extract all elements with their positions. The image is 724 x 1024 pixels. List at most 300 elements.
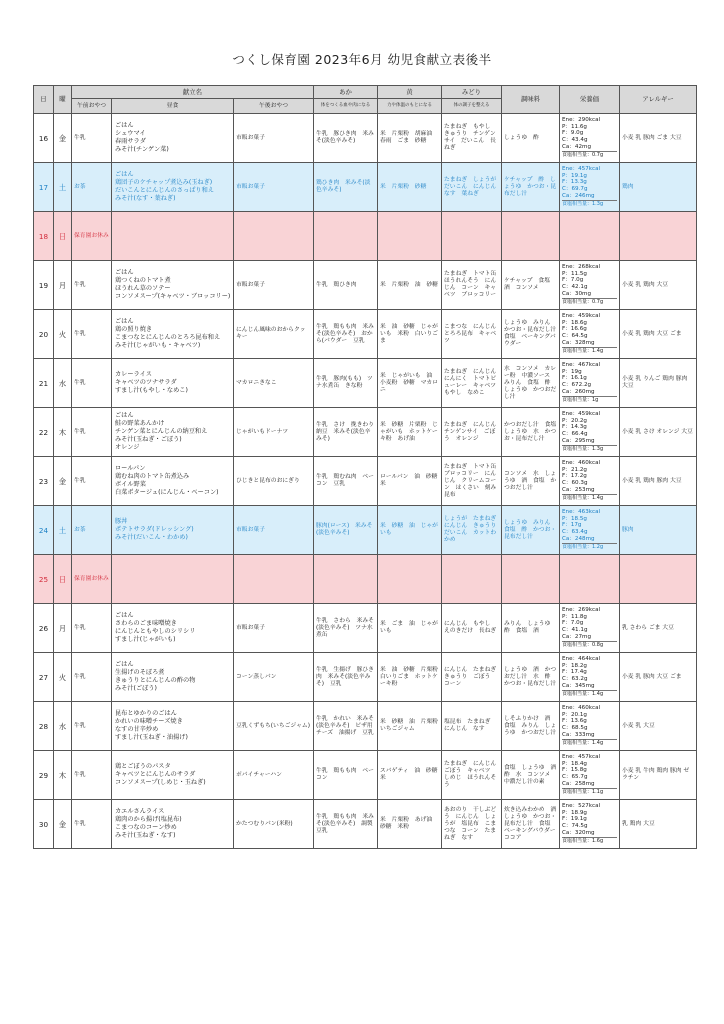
cell-seasoning bbox=[502, 212, 560, 261]
cell-red-foods: 豚肉(ロース) 米みそ(淡色辛みそ) bbox=[314, 506, 378, 555]
nutrition-value: Ca：248mg bbox=[562, 535, 595, 542]
cell-weekday: 火 bbox=[54, 310, 72, 359]
cell-pm-snack: 豆乳くずもち(いちごジャム) bbox=[234, 702, 314, 751]
cell-day: 17 bbox=[34, 163, 54, 212]
nutrition-value: Ene：467kcal bbox=[562, 362, 601, 369]
cell-nutrition bbox=[560, 114, 620, 163]
menu-row bbox=[34, 604, 697, 653]
cell-lunch bbox=[112, 506, 234, 555]
salt-equivalent: 食塩相当量：1.4g bbox=[562, 494, 617, 502]
cell-allergy: 小麦 乳 豚肉 大豆 ごま bbox=[620, 653, 697, 702]
nutrition-value: P：18.2g bbox=[562, 662, 587, 669]
cell-nutrition bbox=[560, 653, 620, 702]
header-seasoning: 調味料 bbox=[502, 86, 560, 114]
nutrition-value: C：672.2g bbox=[562, 382, 592, 388]
cell-nutrition bbox=[560, 163, 620, 212]
nutrition-value: F：16.6g bbox=[562, 326, 587, 333]
nutrition-value: Ca：258mg bbox=[562, 780, 595, 787]
nutrition-value: C：63.2g bbox=[562, 676, 588, 682]
cell-am-snack: 保育園お休み bbox=[72, 212, 112, 261]
nutrition-value: Ene：460kcal bbox=[562, 460, 601, 467]
cell-day: 18 bbox=[34, 212, 54, 261]
cell-green-foods: にんじん たまねぎ きゅうり ごぼう コーン bbox=[442, 653, 502, 702]
cell-lunch bbox=[112, 408, 234, 457]
nutrition-value: P：19g bbox=[562, 368, 582, 375]
nutrition-value: Ene：460kcal bbox=[562, 705, 601, 712]
cell-green-foods: たまねぎ にんじん にんにく トマトピューレー キャベツ もやし なめこ bbox=[442, 359, 502, 408]
menu-table bbox=[33, 85, 697, 849]
cell-am-snack: 牛乳 bbox=[72, 261, 112, 310]
cell-day: 27 bbox=[34, 653, 54, 702]
cell-weekday: 月 bbox=[54, 261, 72, 310]
cell-nutrition bbox=[560, 555, 620, 604]
cell-day: 26 bbox=[34, 604, 54, 653]
nutrition-value: P：11.5g bbox=[562, 270, 587, 277]
lunch-dish: チンゲン菜とにんじんの納豆和え bbox=[115, 428, 208, 435]
nutrition-value: F：14.3g bbox=[562, 424, 587, 431]
cell-allergy: 乳 鶏肉 大豆 bbox=[620, 800, 697, 849]
header-yellow-sub: 力や体温のもとになる bbox=[378, 99, 442, 114]
cell-lunch bbox=[112, 114, 234, 163]
cell-weekday: 月 bbox=[54, 604, 72, 653]
cell-pm-snack: 市販お菓子 bbox=[234, 506, 314, 555]
cell-weekday: 木 bbox=[54, 408, 72, 457]
cell-am-snack: お茶 bbox=[72, 506, 112, 555]
lunch-dish: かれいの味噌チーズ焼き bbox=[115, 718, 183, 725]
cell-pm-snack: ひじきと昆布のおにぎり bbox=[234, 457, 314, 506]
cell-yellow-foods: 米 油 砂糖 じゃがいも 米粉 白いりごま bbox=[378, 310, 442, 359]
lunch-dish: さわらのごま味噌焼き bbox=[115, 620, 177, 627]
lunch-dish: なすの甘辛炒め bbox=[115, 726, 159, 733]
cell-lunch bbox=[112, 359, 234, 408]
salt-equivalent: 食塩相当量：0.7g bbox=[562, 298, 617, 306]
cell-seasoning: しそふりかけ 酒 食塩 みりん しょうゆ かつおだし汁 bbox=[502, 702, 560, 751]
cell-lunch bbox=[112, 604, 234, 653]
cell-green-foods: たまねぎ トマト缶 ブロッコリー にんじん クリームコーン はくさい 刻み昆布 bbox=[442, 457, 502, 506]
nutrition-value: P：18.5g bbox=[562, 515, 587, 522]
cell-am-snack: 保育園お休み bbox=[72, 555, 112, 604]
cell-am-snack: 牛乳 bbox=[72, 751, 112, 800]
cell-red-foods: 牛乳 鶏もも肉 ベーコン bbox=[314, 751, 378, 800]
cell-lunch bbox=[112, 800, 234, 849]
menu-row bbox=[34, 163, 697, 212]
lunch-dish: すまし汁(玉ねぎ・油揚げ) bbox=[115, 734, 188, 741]
nutrition-value: F：17.4g bbox=[562, 669, 587, 676]
nutrition-value: F：16.1g bbox=[562, 375, 587, 382]
cell-pm-snack: 市販お菓子 bbox=[234, 114, 314, 163]
nutrition-value: F：17.2g bbox=[562, 473, 587, 480]
cell-lunch bbox=[112, 212, 234, 261]
cell-green-foods: たまねぎ トマト缶 ほうれんそう にんじん コーン キャベツ ブロッコリー bbox=[442, 261, 502, 310]
lunch-dish: ほうれん草のソテー bbox=[115, 285, 171, 292]
cell-green-foods: たまねぎ しょうが だいこん にんじん なす 葉ねぎ bbox=[442, 163, 502, 212]
lunch-dish: ポテトサラダ(ドレッシング) bbox=[115, 526, 194, 533]
nutrition-value: C：42.1g bbox=[562, 284, 588, 290]
nutrition-value: P：20.1g bbox=[562, 711, 587, 718]
cell-yellow-foods: 米 ごま 油 じゃがいも bbox=[378, 604, 442, 653]
cell-day: 29 bbox=[34, 751, 54, 800]
cell-am-snack: 牛乳 bbox=[72, 114, 112, 163]
lunch-dish: オレンジ bbox=[115, 444, 140, 451]
menu-row bbox=[34, 457, 697, 506]
menu-row bbox=[34, 408, 697, 457]
cell-lunch bbox=[112, 653, 234, 702]
cell-nutrition bbox=[560, 604, 620, 653]
nutrition-value: Ca：30mg bbox=[562, 290, 592, 297]
cell-seasoning: コンソメ 水 しょうゆ 酒 食塩 かつおだし汁 bbox=[502, 457, 560, 506]
cell-allergy: 小麦 乳 鶏肉 大豆 ごま bbox=[620, 310, 697, 359]
cell-green-foods: こまつな にんじん とろろ昆布 キャベツ bbox=[442, 310, 502, 359]
nutrition-value: Ene：269kcal bbox=[562, 607, 601, 614]
cell-red-foods: 牛乳 さわら 米みそ(淡色辛みそ) ツナ水煮缶 bbox=[314, 604, 378, 653]
cell-lunch bbox=[112, 310, 234, 359]
lunch-dish: みそ汁(ごぼう) bbox=[115, 685, 157, 692]
lunch-dish: コンソメスープ(キャベツ・ブロッコリー) bbox=[115, 293, 231, 300]
lunch-dish: コンソメスープ(しめじ・玉ねぎ) bbox=[115, 779, 206, 786]
nutrition-value: F：7.0g bbox=[562, 620, 584, 627]
salt-equivalent: 食塩相当量：1.1g bbox=[562, 788, 617, 796]
cell-seasoning: みりん しょうゆ 酢 食塩 酒 bbox=[502, 604, 560, 653]
lunch-dish: みそ汁(なす・葉ねぎ) bbox=[115, 195, 176, 202]
lunch-dish: すまし汁(もやし・なめこ) bbox=[115, 387, 188, 394]
cell-day: 25 bbox=[34, 555, 54, 604]
lunch-dish: カエルさんライス bbox=[115, 808, 165, 815]
nutrition-value: C：74.5g bbox=[562, 823, 588, 829]
cell-allergy: 小麦 乳 大豆 bbox=[620, 702, 697, 751]
lunch-dish: ごはん bbox=[115, 661, 134, 668]
nutrition-value: F：15.8g bbox=[562, 767, 587, 774]
nutrition-value: Ca：320mg bbox=[562, 829, 595, 836]
lunch-dish: ごはん bbox=[115, 269, 134, 276]
salt-equivalent: 食塩相当量：1.4g bbox=[562, 690, 617, 698]
cell-pm-snack: マカロニきなこ bbox=[234, 359, 314, 408]
cell-nutrition bbox=[560, 800, 620, 849]
lunch-dish: 鶏の照り焼き bbox=[115, 326, 153, 333]
lunch-dish: 昆布とゆかりのごはん bbox=[115, 710, 177, 717]
lunch-dish: こまつなとにんじんのとろろ昆布和え bbox=[115, 334, 221, 341]
cell-allergy: 小麦 乳 鶏肉 豚肉 大豆 bbox=[620, 457, 697, 506]
cell-yellow-foods: 米 砂糖 片栗粉 じゃがいも ホットケーキ粉 あげ油 bbox=[378, 408, 442, 457]
nutrition-value: P：20.2g bbox=[562, 417, 587, 424]
cell-allergy: 小麦 乳 りんご 鶏肉 豚肉 大豆 bbox=[620, 359, 697, 408]
cell-red-foods bbox=[314, 212, 378, 261]
nutrition-value: F：9.0g bbox=[562, 130, 584, 137]
cell-weekday: 金 bbox=[54, 457, 72, 506]
menu-row bbox=[34, 261, 697, 310]
salt-equivalent: 食塩相当量：0.8g bbox=[562, 641, 617, 649]
lunch-dish: カレーライス bbox=[115, 371, 152, 378]
cell-nutrition bbox=[560, 212, 620, 261]
nutrition-value: Ene：459kcal bbox=[562, 313, 601, 320]
salt-equivalent: 食塩相当量：1.3g bbox=[562, 445, 617, 453]
cell-pm-snack: かたつむりパン(米粉) bbox=[234, 800, 314, 849]
nutrition-value: Ene：463kcal bbox=[562, 509, 601, 516]
cell-am-snack: 牛乳 bbox=[72, 604, 112, 653]
cell-green-foods: にんじん もやし えのきだけ 長ねぎ bbox=[442, 604, 502, 653]
lunch-dish: 鮭の野菜あんかけ bbox=[115, 420, 165, 427]
lunch-dish: ボイル野菜 bbox=[115, 481, 146, 488]
cell-green-foods bbox=[442, 555, 502, 604]
cell-seasoning: かつおだし汁 食塩 しょうゆ 水 かつお・昆布だし汁 bbox=[502, 408, 560, 457]
cell-green-foods: しょうが たまねぎ にんじん きゅうり だいこん カットわかめ bbox=[442, 506, 502, 555]
cell-pm-snack: ポパイチャーハン bbox=[234, 751, 314, 800]
cell-allergy: 小麦 乳 鶏肉 大豆 bbox=[620, 261, 697, 310]
cell-seasoning bbox=[502, 555, 560, 604]
cell-seasoning: 水 コンソメ カレー粉 中濃ソース みりん 食塩 酢 しょうゆ かつおだし汁 bbox=[502, 359, 560, 408]
nutrition-value: Ca：27mg bbox=[562, 633, 592, 640]
menu-row bbox=[34, 555, 697, 604]
nutrition-value: P：18.9g bbox=[562, 809, 587, 816]
cell-seasoning: しょうゆ みりん かつお・昆布だし汁 食塩 ベーキングパウダー bbox=[502, 310, 560, 359]
cell-pm-snack: 市販お菓子 bbox=[234, 163, 314, 212]
cell-nutrition bbox=[560, 310, 620, 359]
nutrition-value: Ca：246mg bbox=[562, 192, 595, 199]
nutrition-value: Ene：457kcal bbox=[562, 166, 601, 173]
page-title: つくし保育園 2023年6月 幼児食献立表後半 bbox=[232, 52, 492, 67]
nutrition-value: Ene：268kcal bbox=[562, 264, 601, 271]
lunch-dish: ごはん bbox=[115, 412, 134, 419]
cell-allergy: 鶏肉 bbox=[620, 163, 697, 212]
lunch-dish: 白菜ポタージュ(にんじん・ベーコン) bbox=[115, 489, 219, 496]
nutrition-value: C：43.4g bbox=[562, 137, 588, 143]
cell-red-foods: 牛乳 鶏むね肉 ベーコン 豆乳 bbox=[314, 457, 378, 506]
cell-red-foods: 牛乳 鶏もも肉 米みそ(淡色辛みそ) おから(パウダー 豆乳 bbox=[314, 310, 378, 359]
cell-allergy: 小麦 乳 牛肉 鶏肉 豚肉 ゼラチン bbox=[620, 751, 697, 800]
cell-pm-snack bbox=[234, 212, 314, 261]
cell-day: 28 bbox=[34, 702, 54, 751]
menu-row bbox=[34, 506, 697, 555]
lunch-dish: ごはん bbox=[115, 122, 134, 129]
cell-nutrition bbox=[560, 408, 620, 457]
nutrition-value: Ca：253mg bbox=[562, 486, 595, 493]
menu-row bbox=[34, 653, 697, 702]
nutrition-value: P：18.4g bbox=[562, 760, 587, 767]
nutrition-value: C：69.7g bbox=[562, 186, 588, 192]
nutrition-value: C：64.5g bbox=[562, 333, 588, 339]
cell-am-snack: 牛乳 bbox=[72, 653, 112, 702]
nutrition-value: Ca：333mg bbox=[562, 731, 595, 738]
nutrition-value: P：21.2g bbox=[562, 466, 587, 473]
header-red: あか bbox=[314, 86, 378, 99]
nutrition-value: Ene：457kcal bbox=[562, 754, 601, 761]
header-green-sub: 体の調子を整える bbox=[442, 99, 502, 114]
cell-pm-snack: 市販お菓子 bbox=[234, 604, 314, 653]
cell-weekday: 日 bbox=[54, 212, 72, 261]
cell-weekday: 水 bbox=[54, 359, 72, 408]
cell-allergy bbox=[620, 212, 697, 261]
nutrition-value: F：7.0g bbox=[562, 277, 584, 284]
nutrition-value: F：17g bbox=[562, 522, 582, 529]
cell-green-foods: たまねぎ にんじん ごぼう キャベツ しめじ ほうれんそう bbox=[442, 751, 502, 800]
cell-seasoning: 食塩 しょうゆ 酒 酢 水 コンソメ 中濃だし汁の素 bbox=[502, 751, 560, 800]
menu-row bbox=[34, 310, 697, 359]
cell-pm-snack: コーン蒸しパン bbox=[234, 653, 314, 702]
nutrition-value: Ene：459kcal bbox=[562, 411, 601, 418]
cell-seasoning: しょうゆ みりん 食塩 酢 かつお・昆布だし汁 bbox=[502, 506, 560, 555]
nutrition-value: P：11.6g bbox=[562, 123, 587, 130]
nutrition-value: Ca：345mg bbox=[562, 682, 595, 689]
header-lunch: 昼食 bbox=[112, 99, 234, 114]
salt-equivalent: 食塩相当量：1.4g bbox=[562, 739, 617, 747]
cell-yellow-foods bbox=[378, 212, 442, 261]
cell-weekday: 日 bbox=[54, 555, 72, 604]
header-am-snack: 午前おやつ bbox=[72, 99, 112, 114]
cell-allergy: 豚肉 bbox=[620, 506, 697, 555]
cell-am-snack: 牛乳 bbox=[72, 702, 112, 751]
header-pm-snack: 午後おやつ bbox=[234, 99, 314, 114]
header-day: 日 bbox=[34, 86, 54, 114]
nutrition-value: F：19.1g bbox=[562, 816, 587, 823]
cell-allergy: 乳 さわら ごま 大豆 bbox=[620, 604, 697, 653]
header-nutrition: 栄養価 bbox=[560, 86, 620, 114]
menu-row bbox=[34, 359, 697, 408]
header-weekday: 曜 bbox=[54, 86, 72, 114]
cell-day: 23 bbox=[34, 457, 54, 506]
nutrition-value: Ca：42mg bbox=[562, 143, 592, 150]
cell-weekday: 金 bbox=[54, 800, 72, 849]
nutrition-value: F：13.3g bbox=[562, 179, 587, 186]
lunch-dish: ごはん bbox=[115, 318, 134, 325]
lunch-dish: キャベツのツナサラダ bbox=[115, 379, 177, 386]
cell-weekday: 金 bbox=[54, 114, 72, 163]
cell-yellow-foods: 米 砂糖 油 片栗粉 いちごジャム bbox=[378, 702, 442, 751]
cell-red-foods: 牛乳 豚ひき肉 米みそ(淡色辛みそ) bbox=[314, 114, 378, 163]
header-green: みどり bbox=[442, 86, 502, 99]
nutrition-value: Ene：527kcal bbox=[562, 803, 601, 810]
nutrition-value: Ene：290kcal bbox=[562, 117, 601, 124]
cell-yellow-foods: 米 油 砂糖 片栗粉 白いりごま ホットケーキ粉 bbox=[378, 653, 442, 702]
cell-pm-snack: じゃがいもドーナツ bbox=[234, 408, 314, 457]
cell-day: 24 bbox=[34, 506, 54, 555]
lunch-dish: にんじんともやしのシリシリ bbox=[115, 628, 196, 635]
nutrition-value: P：11.8g bbox=[562, 613, 587, 620]
lunch-dish: 鶏むね肉のトマト缶煮込み bbox=[115, 473, 190, 480]
nutrition-value: C：68.5g bbox=[562, 725, 588, 731]
cell-yellow-foods: スパゲティ 油 砂糖 米 bbox=[378, 751, 442, 800]
cell-day: 20 bbox=[34, 310, 54, 359]
cell-allergy: 小麦 乳 さけ オレンジ 大豆 bbox=[620, 408, 697, 457]
menu-row bbox=[34, 800, 697, 849]
cell-am-snack: 牛乳 bbox=[72, 408, 112, 457]
cell-green-foods: あおのり 干しぶどう にんじん しょうが 塩昆布 こまつな コーン たまねぎ なす bbox=[442, 800, 502, 849]
cell-nutrition bbox=[560, 359, 620, 408]
cell-green-foods bbox=[442, 212, 502, 261]
cell-red-foods: 牛乳 かれい 米みそ(淡色辛みそ) ピザ用チーズ 油揚げ 豆乳 bbox=[314, 702, 378, 751]
salt-equivalent: 食塩相当量：1.6g bbox=[562, 837, 617, 845]
cell-red-foods: 牛乳 豚肉(もも) ツナ水煮缶 きな粉 bbox=[314, 359, 378, 408]
cell-day: 22 bbox=[34, 408, 54, 457]
cell-pm-snack: にんじん風味のおからクッキー bbox=[234, 310, 314, 359]
header-yellow: 黄 bbox=[378, 86, 442, 99]
cell-yellow-foods: 米 片栗粉 胡麻油 春雨 ごま 砂糖 bbox=[378, 114, 442, 163]
lunch-dish: みそ汁(玉ねぎ・なす) bbox=[115, 832, 176, 839]
nutrition-value: Ca：260mg bbox=[562, 388, 595, 395]
lunch-dish: すまし汁(じゃがいも) bbox=[115, 636, 176, 643]
menu-row bbox=[34, 702, 697, 751]
cell-lunch bbox=[112, 261, 234, 310]
cell-seasoning: しょうゆ 酒 かつおだし汁 水 酢 かつお・昆布だし汁 bbox=[502, 653, 560, 702]
cell-green-foods: たまねぎ もやし きゅうり チンゲンサイ だいこん 長ねぎ bbox=[442, 114, 502, 163]
nutrition-value: P：19.1g bbox=[562, 172, 587, 179]
lunch-dish: 春雨サラダ bbox=[115, 138, 146, 145]
nutrition-value: Ene：464kcal bbox=[562, 656, 601, 663]
cell-pm-snack bbox=[234, 555, 314, 604]
lunch-dish: 鶏つくねのトマト煮 bbox=[115, 277, 171, 284]
nutrition-value: Ca：328mg bbox=[562, 339, 595, 346]
cell-green-foods: たまねぎ にんじん チンゲンサイ ごぼう オレンジ bbox=[442, 408, 502, 457]
cell-allergy: 小麦 乳 豚肉 ごま 大豆 bbox=[620, 114, 697, 163]
cell-am-snack: 牛乳 bbox=[72, 359, 112, 408]
lunch-dish: みそ汁(玉ねぎ・ごぼう) bbox=[115, 436, 182, 443]
menu-row bbox=[34, 114, 697, 163]
nutrition-value: C：41.1g bbox=[562, 627, 588, 633]
menu-row bbox=[34, 751, 697, 800]
salt-equivalent: 食塩相当量：1g bbox=[562, 396, 617, 404]
cell-day: 30 bbox=[34, 800, 54, 849]
cell-yellow-foods: 米 片栗粉 あげ油 砂糖 米粉 bbox=[378, 800, 442, 849]
salt-equivalent: 食塩相当量：1.3g bbox=[562, 200, 617, 208]
cell-allergy bbox=[620, 555, 697, 604]
lunch-dish: 生揚げのそぼろ煮 bbox=[115, 669, 165, 676]
lunch-dish: 豚丼 bbox=[115, 518, 128, 525]
salt-equivalent: 食塩相当量：0.7g bbox=[562, 151, 617, 159]
cell-nutrition bbox=[560, 702, 620, 751]
cell-weekday: 火 bbox=[54, 653, 72, 702]
cell-yellow-foods: ロールパン 油 砂糖 米 bbox=[378, 457, 442, 506]
cell-seasoning: ケチャップ 食塩 酒 コンソメ bbox=[502, 261, 560, 310]
header-menu-name: 献立名 bbox=[72, 86, 314, 99]
cell-nutrition bbox=[560, 751, 620, 800]
lunch-dish: シュウマイ bbox=[115, 130, 146, 137]
header-allergy: アレルギー bbox=[620, 86, 697, 114]
salt-equivalent: 食塩相当量：1.2g bbox=[562, 543, 617, 551]
lunch-dish: 鶏団子のケチャップ煮込み(玉ねぎ) bbox=[115, 179, 213, 186]
lunch-dish: こまつなのコーン炒め bbox=[115, 824, 177, 831]
cell-am-snack: 牛乳 bbox=[72, 310, 112, 359]
cell-yellow-foods: 米 片栗粉 油 砂糖 bbox=[378, 261, 442, 310]
cell-green-foods: 塩昆布 たまねぎ にんじん なす bbox=[442, 702, 502, 751]
cell-nutrition bbox=[560, 457, 620, 506]
lunch-dish: きゅうりとにんじんの酢の物 bbox=[115, 677, 196, 684]
lunch-dish: ごはん bbox=[115, 171, 134, 178]
cell-yellow-foods: 米 じゃがいも 油 小麦粉 砂糖 マカロニ bbox=[378, 359, 442, 408]
lunch-dish: 鶏とごぼうのパスタ bbox=[115, 763, 171, 770]
cell-lunch bbox=[112, 751, 234, 800]
cell-red-foods: 牛乳 生揚げ 豚ひき肉 米みそ(淡色辛みそ) 豆乳 bbox=[314, 653, 378, 702]
cell-lunch bbox=[112, 457, 234, 506]
nutrition-value: C：65.7g bbox=[562, 774, 588, 780]
cell-red-foods: 牛乳 さけ 挽きわり納豆 米みそ(淡色辛みそ) bbox=[314, 408, 378, 457]
cell-am-snack: 牛乳 bbox=[72, 457, 112, 506]
cell-weekday: 木 bbox=[54, 751, 72, 800]
header-red-sub: 体をつくる血や肉になる bbox=[314, 99, 378, 114]
nutrition-value: C：60.3g bbox=[562, 480, 588, 486]
nutrition-value: P：18.6g bbox=[562, 319, 587, 326]
lunch-dish: みそ汁(だいこん・わかめ) bbox=[115, 534, 188, 541]
nutrition-value: C：66.4g bbox=[562, 431, 588, 437]
nutrition-value: C：63.4g bbox=[562, 529, 588, 535]
cell-lunch bbox=[112, 702, 234, 751]
lunch-dish: ごはん bbox=[115, 612, 134, 619]
cell-pm-snack: 市販お菓子 bbox=[234, 261, 314, 310]
cell-seasoning: ケチャップ 酢 しょうゆ かつお・昆布だし汁 bbox=[502, 163, 560, 212]
cell-seasoning: しょうゆ 酢 bbox=[502, 114, 560, 163]
cell-day: 21 bbox=[34, 359, 54, 408]
cell-lunch bbox=[112, 163, 234, 212]
cell-am-snack: お茶 bbox=[72, 163, 112, 212]
cell-yellow-foods: 米 片栗粉 砂糖 bbox=[378, 163, 442, 212]
lunch-dish: キャベツとにんじんのサラダ bbox=[115, 771, 196, 778]
